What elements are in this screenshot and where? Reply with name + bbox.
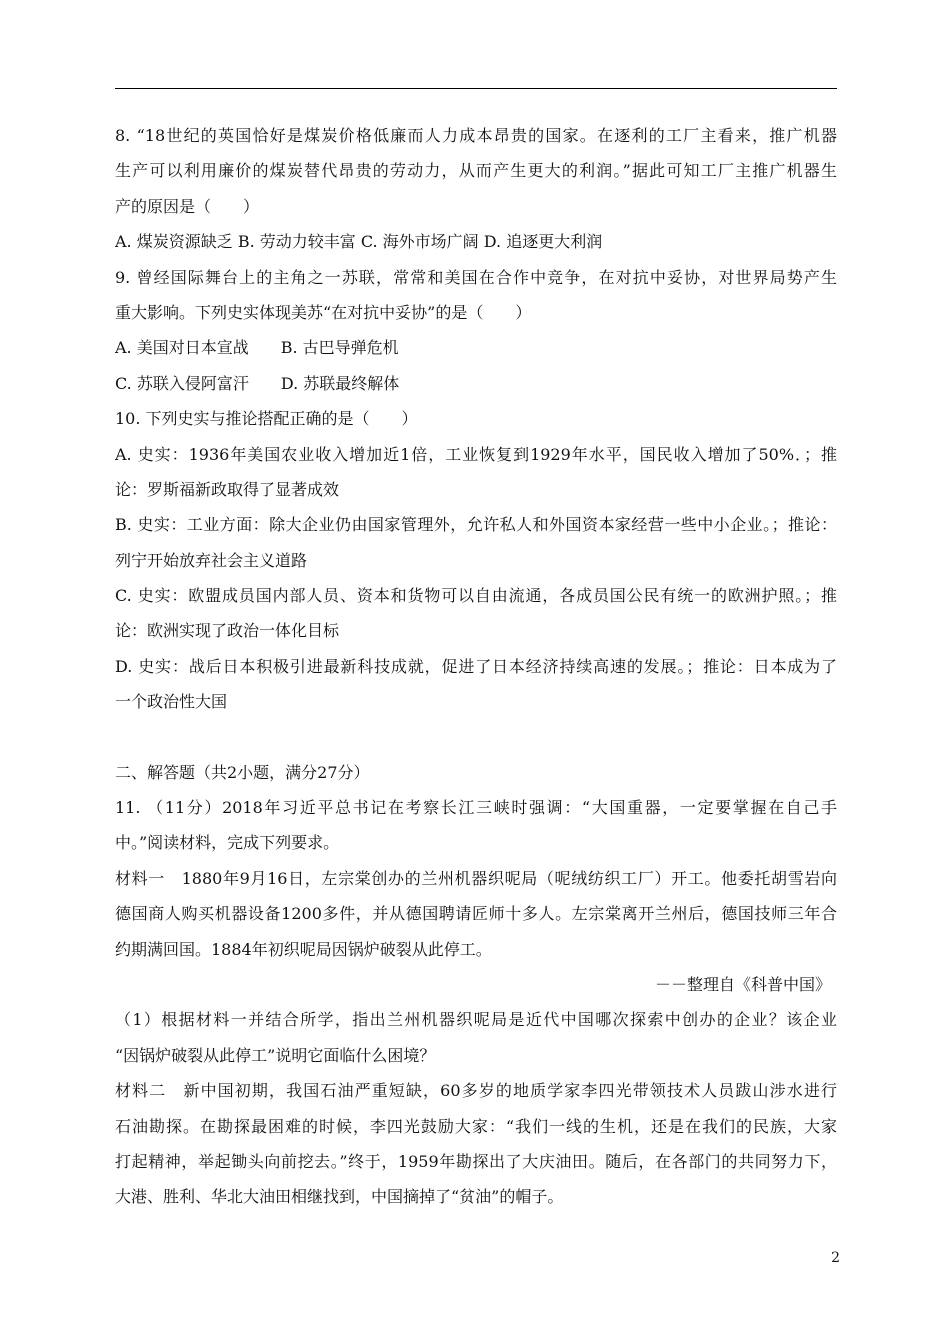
- material-1-source: －－整理自《科普中国》: [654, 974, 831, 994]
- question-10-option-d: D. 史实：战后日本积极引进最新科技成就，促进了日本经济持续高速的发展。；推论：日本成为了: [115, 656, 837, 676]
- question-9-options-row: C. 苏联入侵阿富汗 D. 苏联最终解体: [115, 373, 400, 393]
- question-10-option-c-cont: 论：欧洲实现了政治一体化目标: [115, 621, 340, 641]
- question-10-option-b: B. 史实：工业方面：除大企业仍由国家管理外，允许私人和外国资本家经营一些中小企业。；推论：: [115, 515, 837, 535]
- material-2-line: 石油勘探。在勘探最困难的时候，李四光鼓励大家：“我们一线的生机，还是在我们的民族，大家: [115, 1116, 837, 1136]
- material-2-line: 打起精神，举起锄头向前挖去。”终于，1959年勘探出了大庆油田。随后，在各部门的共同努力下，: [115, 1151, 837, 1171]
- question-10-option-b-cont: 列宁开始放弃社会主义道路: [115, 550, 308, 570]
- question-10-option-a: A. 史实：1936年美国农业收入增加近1倍，工业恢复到1929年水平，国民收入增加了50%．；推: [115, 444, 837, 464]
- material-1-line: 约期满回国。1884年初织呢局因锅炉破裂从此停工。: [115, 939, 492, 959]
- section-spacer: [115, 720, 837, 755]
- page-number: 2: [831, 1250, 840, 1266]
- question-10-option-d-cont: 一个政治性大国: [115, 692, 228, 712]
- question-8-line: 8. “18世纪的英国恰好是煤炭价格低廉而人力成本昂贵的国家。在逐利的工厂主看来，推广机器: [115, 126, 837, 145]
- section-heading: 二、解答题（共2小题，满分27分）: [115, 762, 370, 782]
- question-8-line: 产的原因是（ ）: [115, 196, 260, 216]
- question-8-options: A. 煤炭资源缺乏 B. 劳动力较丰富 C. 海外市场广阔 D. 追逐更大利润: [115, 232, 603, 252]
- question-11-line: 中。”阅读材料，完成下列要求。: [115, 833, 340, 853]
- material-1-line: 德国商人购买机器设备1200多件，并从德国聘请匠师十多人。左宗棠离开兰州后，德国技师三年合: [115, 904, 837, 924]
- sub-question-1-line: （1）根据材料一并结合所学，指出兰州机器织呢局是近代中国哪次探索中创办的企业？该企业: [115, 1010, 837, 1030]
- page-content: [115, 118, 837, 1215]
- sub-question-1-line: “因锅炉破裂从此停工”说明它面临什么困境？: [115, 1045, 436, 1065]
- question-10-stem: 10. 下列史实与推论搭配正确的是（ ）: [115, 409, 418, 429]
- material-2-line: 大港、胜利、华北大油田相继找到，中国摘掉了“贫油”的帽子。: [115, 1187, 564, 1207]
- material-1-line: 材料一 1880年9月16日，左宗棠创办的兰州机器织呢局（呢绒纺织工厂）开工。他委托胡雪岩向: [115, 868, 837, 888]
- question-8-line: 生产可以利用廉价的煤炭替代昂贵的劳动力，从而产生更大的利润。”据此可知工厂主推广机器生: [115, 161, 837, 181]
- question-10-option-a-cont: 论：罗斯福新政取得了显著成效: [115, 479, 340, 499]
- question-9-line: 重大影响。下列史实体现美苏“在对抗中妥协”的是（ ）: [115, 302, 532, 322]
- material-2-line: 材料二 新中国初期，我国石油严重短缺，60多岁的地质学家李四光带领技术人员跋山涉水进行: [115, 1081, 837, 1101]
- header-rule: [115, 88, 837, 89]
- question-11-line: 11. （11分）2018年习近平总书记在考察长江三峡时强调：“大国重器，一定要掌握在自己手: [115, 798, 837, 818]
- question-10-option-c: C. 史实：欧盟成员国内部人员、资本和货物可以自由流通，各成员国公民有统一的欧洲护照。；推: [115, 586, 837, 606]
- question-9-options-row: A. 美国对日本宣战 B. 古巴导弹危机: [115, 338, 399, 358]
- question-9-line: 9. 曾经国际舞台上的主角之一苏联，常常和美国在合作中竞争，在对抗中妥协，对世界局势产生: [115, 267, 837, 287]
